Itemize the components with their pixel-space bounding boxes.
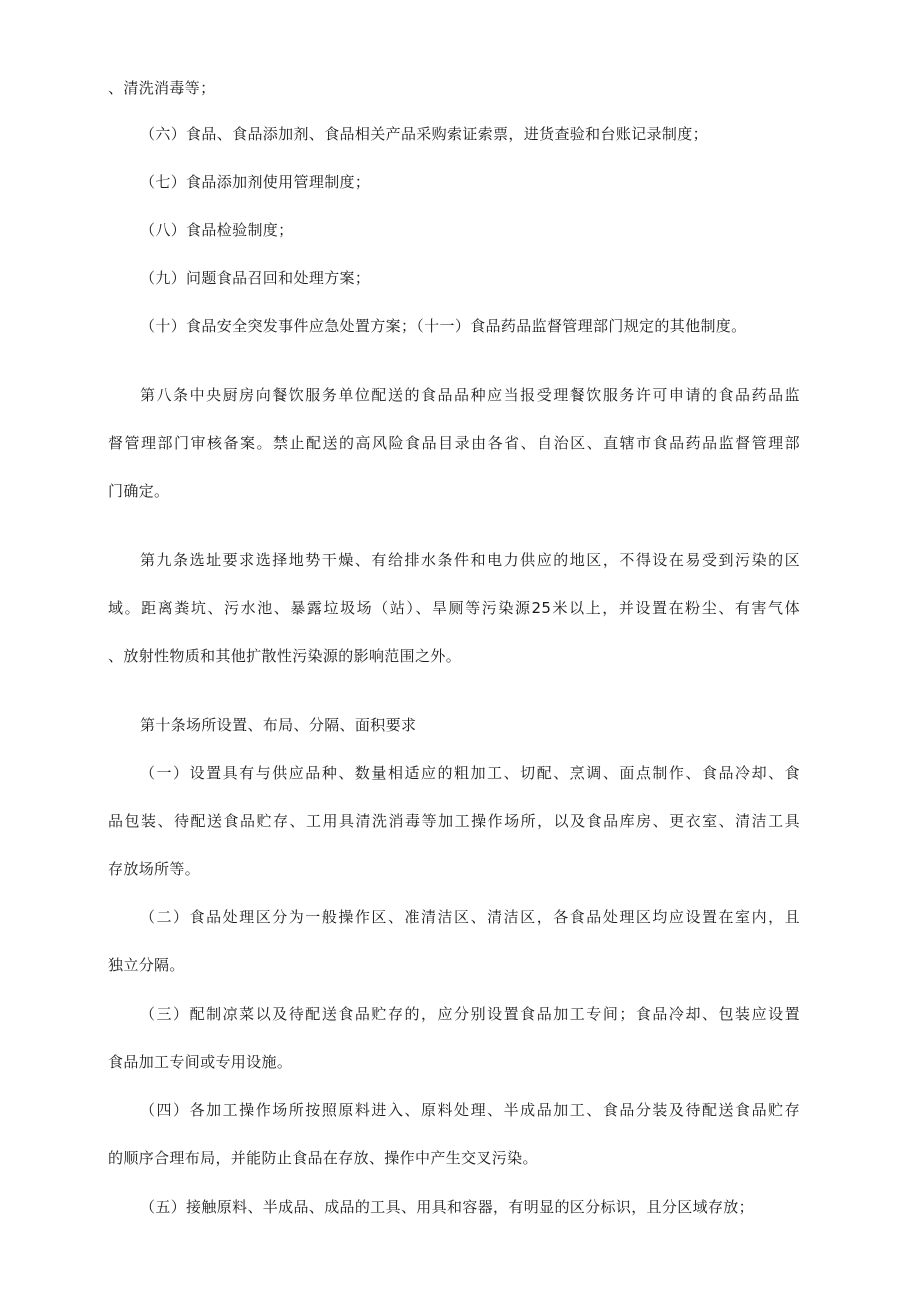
- item-2-line-2: 独立分隔。: [108, 956, 185, 974]
- article-8-line-1: 第八条中央厨房向餐饮服务单位配送的食品品种应当报受理餐饮服务许可申请的食品药品监: [140, 386, 800, 404]
- item-4-line-2: 的顺序合理布局，并能防止食品在存放、操作中产生交叉污染。: [108, 1149, 538, 1167]
- clause-7: （七）食品添加剂使用管理制度；: [140, 173, 371, 191]
- item-1-line-1: （一）设置具有与供应品种、数量相适应的粗加工、切配、烹调、面点制作、食品冷却、食: [140, 764, 800, 782]
- item-1-line-2: 品包装、待配送食品贮存、工用具清洗消毒等加工操作场所，以及食品库房、更衣室、清洁工具: [108, 812, 800, 830]
- article-8-line-3: 门确定。: [108, 482, 170, 500]
- item-2-line-1: （二）食品处理区分为一般操作区、准清洁区、清洁区，各食品处理区均应设置在室内，且: [140, 908, 800, 926]
- item-1-line-3: 存放场所等。: [108, 860, 201, 878]
- clause-9: （九）问题食品召回和处理方案；: [140, 269, 371, 287]
- clause-6: （六）食品、食品添加剂、食品相关产品采购索证索票，进货查验和台账记录制度；: [140, 125, 708, 143]
- item-3-line-1: （三）配制凉菜以及待配送食品贮存的，应分别设置食品加工专间；食品冷却、包装应设置: [140, 1005, 800, 1023]
- article-9-line-2: 域。距离粪坑、污水池、暴露垃圾场（站）、旱厕等污染源25米以上，并设置在粉尘、有害气体: [108, 599, 800, 617]
- clause-10-11: （十）食品安全突发事件应急处置方案；（十一）食品药品监督管理部门规定的其他制度。: [140, 317, 747, 335]
- item-4-line-1: （四）各加工操作场所按照原料进入、原料处理、半成品加工、食品分装及待配送食品贮存: [140, 1101, 800, 1119]
- item-5-line-1: （五）接触原料、半成品、成品的工具、用具和容器，有明显的区分标识，且分区域存放；: [140, 1198, 755, 1216]
- article-9-line-3: 、放射性物质和其他扩散性污染源的影响范围之外。: [108, 647, 462, 665]
- article-9-line-1: 第九条选址要求选择地势干燥、有给排水条件和电力供应的地区，不得设在易受到污染的区: [140, 551, 800, 569]
- article-10-heading: 第十条场所设置、布局、分隔、面积要求: [140, 716, 417, 734]
- article-8-line-2: 督管理部门审核备案。禁止配送的高风险食品目录由各省、自治区、直辖市食品药品监督管理部: [108, 434, 800, 452]
- clause-8: （八）食品检验制度；: [140, 221, 294, 239]
- item-3-line-2: 食品加工专间或专用设施。: [108, 1053, 293, 1071]
- text-line: 、清洗消毒等；: [108, 79, 216, 97]
